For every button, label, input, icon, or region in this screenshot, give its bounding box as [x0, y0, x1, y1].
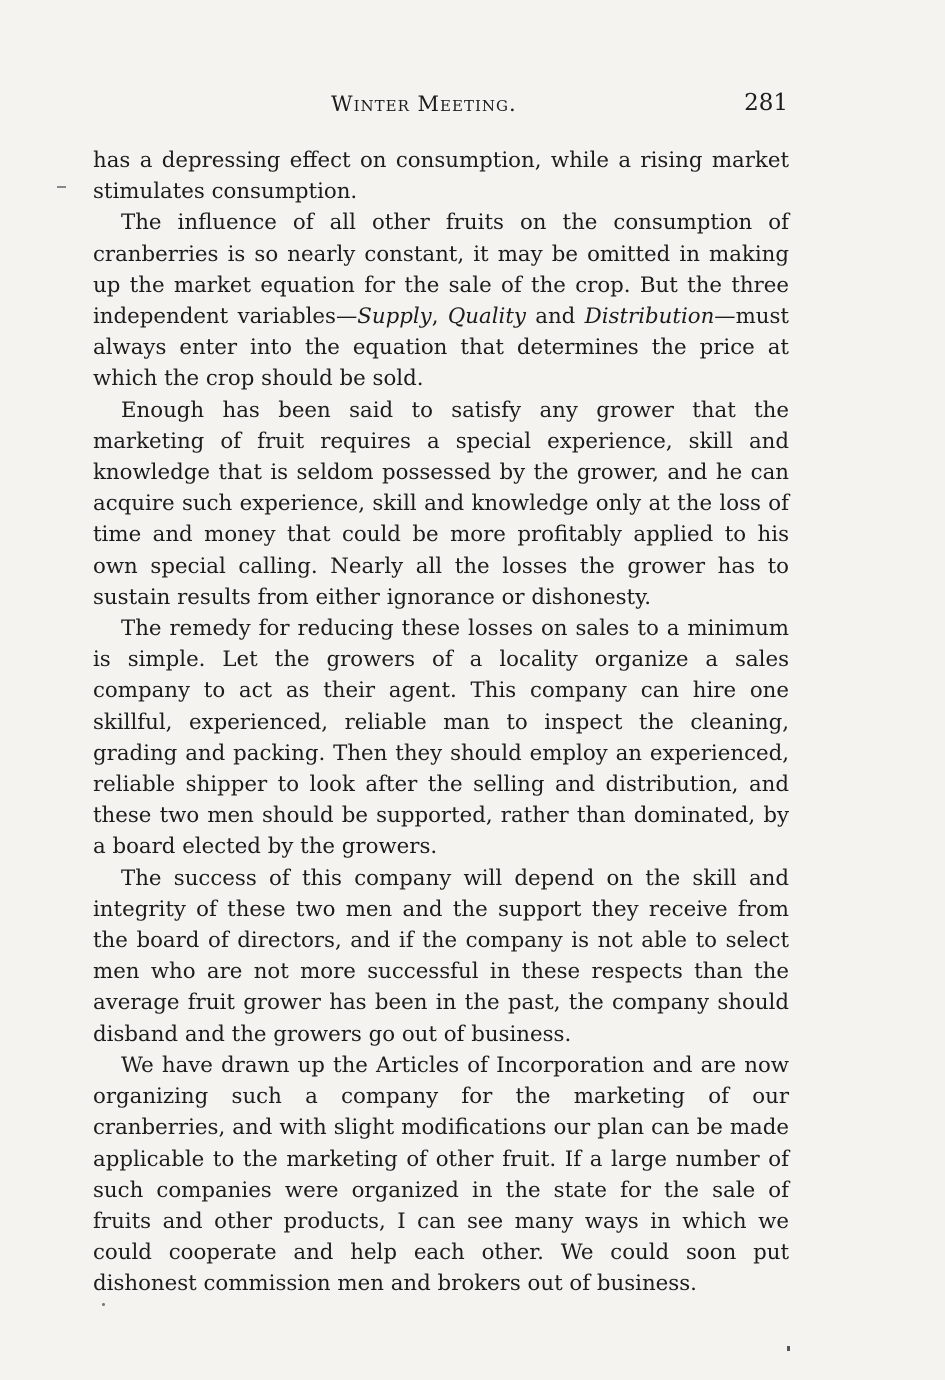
paragraph-5: The success of this company will depend on the skill and integrity of these two men and the support they receive from the board of directors, and if the company is not able to select men who are not more successful in these respects than the average fruit grower has been in the past, the company should disband and the growers go out of business. — [93, 865, 789, 1047]
running-title: Winter Meeting. — [331, 92, 517, 116]
paragraph-2-head: The influence of all other fruits on the consumption of cranberries is so nearly constant, it may be omitted in making up the market equation for the sale of the crop. But the three independent variables— — [93, 210, 789, 330]
body-text — [93, 145, 789, 1300]
page-number: 281 — [744, 90, 788, 116]
margin-mark — [57, 186, 66, 188]
paragraph-3: Enough has been said to satisfy any grower that the marketing of fruit requires a special experience, skill and knowledge that is seldom possessed by the grower, and he can acquire such experience, skill and knowledge only at the loss of time and money that could be more profitably applied to his own special calling. Nearly all the losses the grower has to sustain results from either ignorance or dishonesty. — [93, 397, 789, 610]
paragraph-6: We have drawn up the Articles of Incorporation and are now organizing such a company for the marketing of our cranberries, and with slight modifications our plan can be made applicable to the marketing of other fruit. If a large number of such companies were organized in the state for the sale of fruits and other products, I can see many ways in which we could cooperate and help each other. We could soon put dishonest commission men and brokers out of business. — [93, 1052, 789, 1297]
paragraph-2-sep2: and — [525, 304, 585, 330]
stray-mark-2 — [787, 1346, 790, 1351]
running-head — [96, 92, 788, 122]
paragraph-2-tail: —must always enter into the equation that determines the price at which the crop should be sold. — [93, 304, 789, 392]
paragraph-1: has a depressing effect on consumption, while a rising market stimulates consumption. — [93, 148, 789, 205]
paragraph-2 — [93, 207, 789, 394]
term-distribution: Distribution — [584, 304, 715, 330]
stray-mark — [102, 1303, 105, 1306]
term-supply: Supply — [357, 304, 432, 330]
paragraph-4: The remedy for reducing these losses on sales to a minimum is simple. Let the growers of a locality organize a sales company to act as their agent. This company can hire one skillful, experienced, reliable man to inspect the cleaning, grading and packing. Then they should employ an experienced, reliable shipper to look after the selling and distribution, and these two men should be supported, rather than dominated, by a board elected by the growers. — [93, 616, 789, 860]
term-quality: Quality — [447, 304, 526, 330]
paragraph-2-sep1: , — [431, 304, 448, 330]
